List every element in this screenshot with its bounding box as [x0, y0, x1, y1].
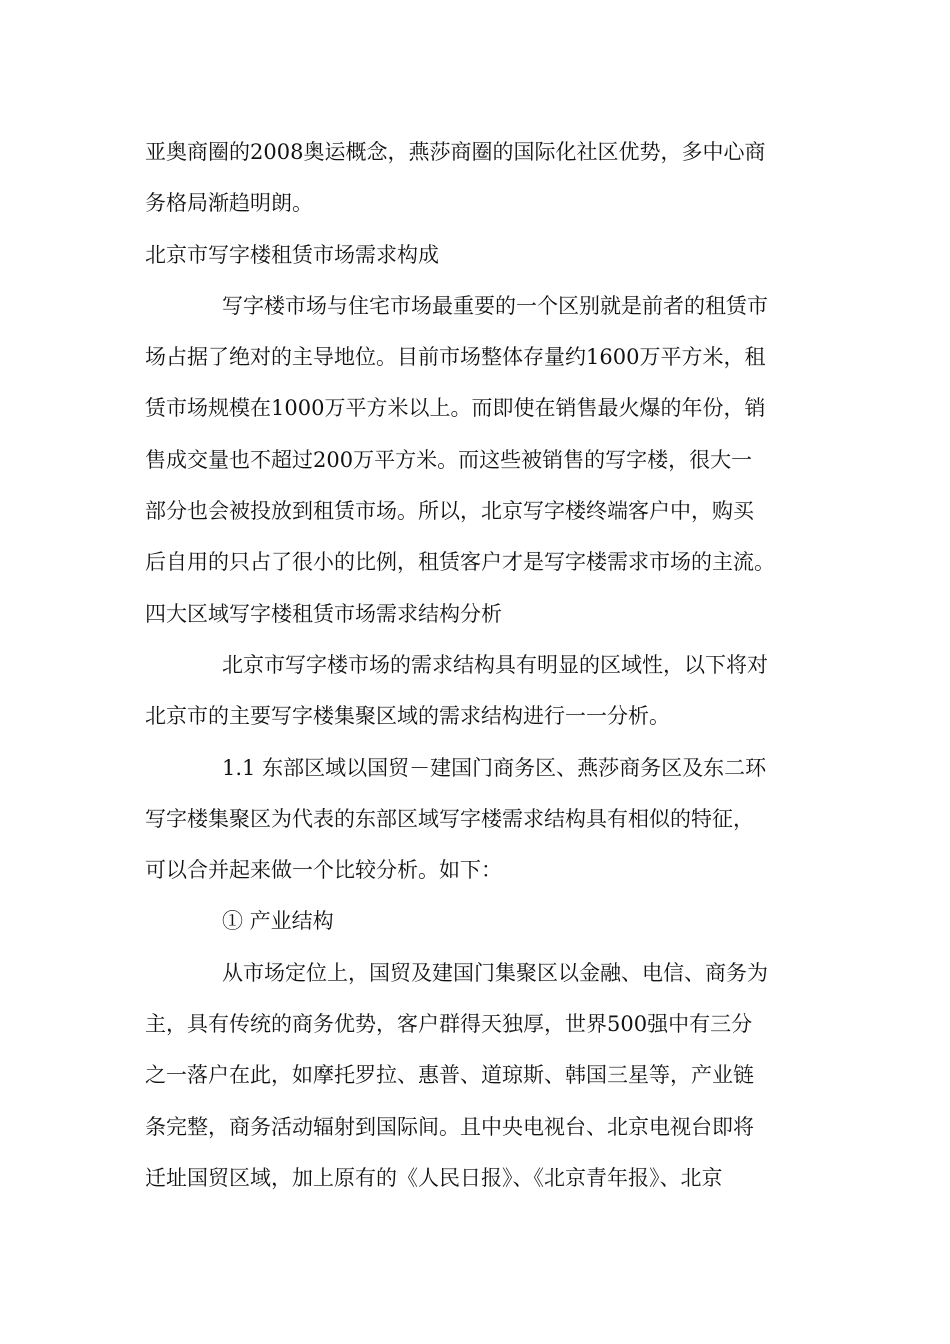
text-line: 写字楼市场与住宅市场最重要的一个区别就是前者的租赁市 — [222, 293, 768, 318]
text-line: 售成交量也不超过200万平方米。而这些被销售的写字楼，很大一 — [145, 447, 753, 472]
paragraph-continuation — [145, 127, 805, 230]
section-heading-demand-composition: 北京市写字楼租赁市场需求构成 — [145, 242, 439, 267]
text-line: 后自用的只占了很小的比例，租赁客户才是写字楼需求市场的主流。 — [145, 550, 775, 575]
document-body — [145, 127, 805, 1204]
text-line: 从市场定位上，国贸及建国门集聚区以金融、电信、商务为 — [222, 960, 768, 985]
text-line: 务格局渐趋明朗。 — [145, 191, 313, 216]
text-line: 迁址国贸区域，加上原有的《人民日报》、《北京青年报》、北京 — [145, 1165, 723, 1190]
text-line: 赁市场规模在1000万平方米以上。而即使在销售最火爆的年份，销 — [145, 396, 766, 421]
text-line: 之一落户在此，如摩托罗拉、惠普、道琼斯、韩国三星等，产业链 — [145, 1063, 754, 1088]
text-line: 场占据了绝对的主导地位。目前市场整体存量约1600万平方米，租 — [145, 345, 766, 370]
text-line: 写字楼集聚区为代表的东部区域写字楼需求结构具有相似的特征， — [145, 806, 754, 831]
text-line: 1.1 东部区域以国贸－建国门商务区、燕莎商务区及东二环 — [222, 755, 767, 780]
text-line: 北京市的主要写字楼集聚区域的需求结构进行一一分析。 — [145, 704, 670, 729]
list-item-industry-structure: ① 产业结构 — [222, 909, 334, 934]
text-line: 可以合并起来做一个比较分析。如下： — [145, 858, 502, 883]
text-line: 亚奥商圈的2008奥运概念，燕莎商圈的国际化社区优势，多中心商 — [145, 140, 766, 164]
text-line: 条完整，商务活动辐射到国际间。且中央电视台、北京电视台即将 — [145, 1114, 754, 1139]
text-line: 主，具有传统的商务优势，客户群得天独厚，世界500强中有三分 — [145, 1012, 753, 1037]
text-line: 北京市写字楼市场的需求结构具有明显的区域性，以下将对 — [222, 652, 768, 677]
paragraph-eastern-region — [145, 743, 805, 897]
section-heading-regional-analysis: 四大区域写字楼租赁市场需求结构分析 — [145, 601, 502, 626]
text-line: 部分也会被投放到租赁市场。所以，北京写字楼终端客户中，购买 — [145, 499, 754, 524]
paragraph-market-positioning — [145, 948, 805, 1204]
paragraph-rental-market — [145, 281, 805, 589]
paragraph-regional-intro — [145, 640, 805, 743]
